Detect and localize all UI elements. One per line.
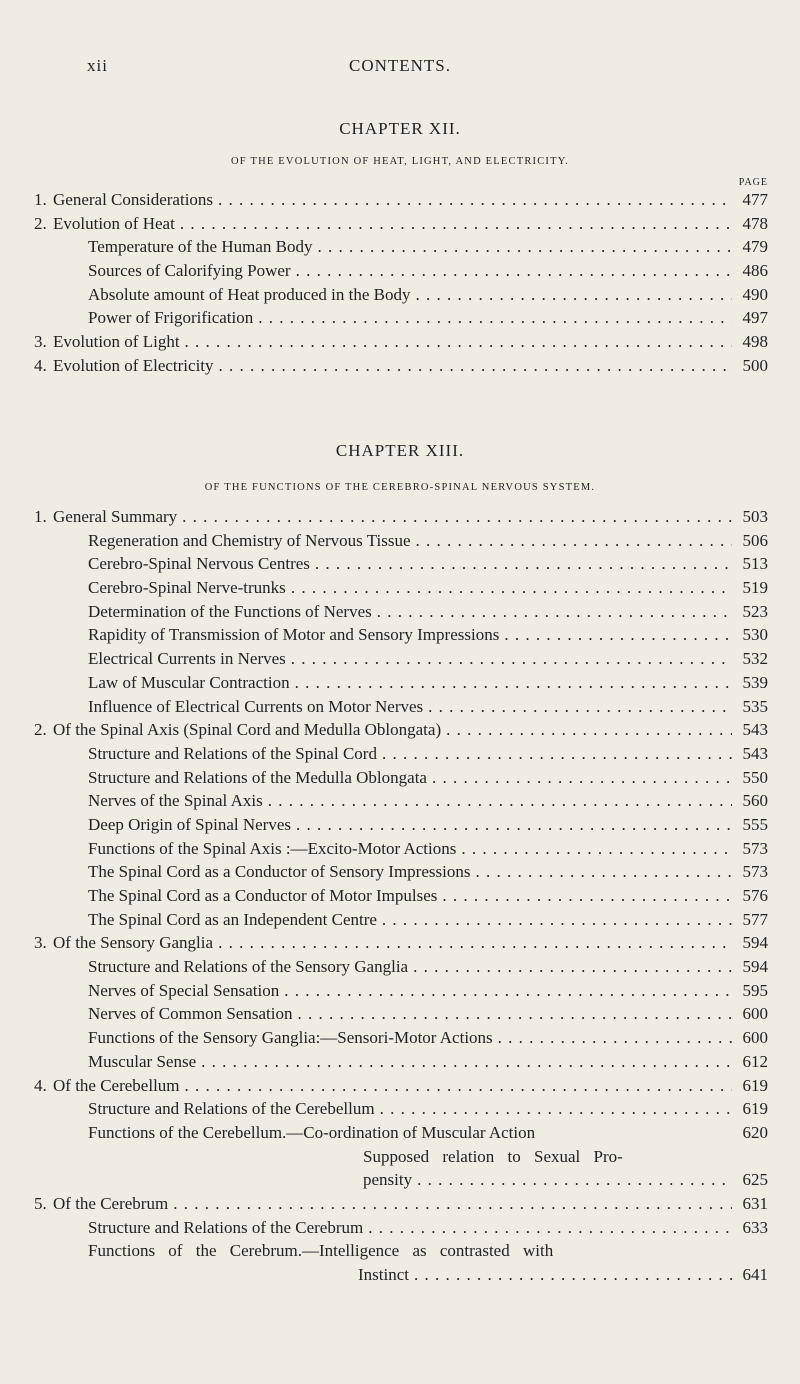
chapter-13-title: CHAPTER XIII. [335, 441, 465, 460]
entry-title: Muscular Sense [88, 1051, 197, 1071]
entry-title: Structure and Relations of the Medulla Oblongata [88, 767, 427, 787]
entry-page: 486 [742, 261, 768, 281]
toc-entry [0, 931, 800, 955]
entry-page: 497 [742, 308, 768, 328]
running-title: CONTENTS. [348, 56, 452, 75]
entry-title: Cerebro-Spinal Nervous Centres [88, 554, 310, 574]
entry-page: 600 [742, 1004, 768, 1024]
toc-entry-continuation [0, 1145, 800, 1169]
entry-page: 543 [742, 743, 768, 763]
toc-entry [0, 1192, 800, 1216]
entry-title: Nerves of the Spinal Axis [88, 791, 263, 811]
chapter-13-subtitle: OF THE FUNCTIONS OF THE CEREBRO-SPINAL NERVOUS SYSTEM. [204, 482, 596, 493]
chapter-13-toc [0, 505, 800, 1287]
toc-entry [0, 600, 800, 624]
toc-entry [0, 623, 800, 647]
entry-title: Deep Origin of Spinal Nerves [88, 814, 292, 834]
entry-title: Of the Cerebrum [53, 1193, 169, 1213]
entry-page: 641 [742, 1265, 768, 1284]
toc-entry [0, 766, 800, 790]
entry-page: 594 [742, 957, 768, 977]
entry-title: Functions of the Cerebellum.—Co-ordination of Muscular Action [88, 1122, 536, 1142]
entry-page: 573 [742, 838, 768, 858]
entry-title: Structure and Relations of the Spinal Cord [88, 743, 377, 763]
entry-number: 1. [34, 190, 47, 209]
entry-title: Structure and Relations of the Cerebellum [88, 1099, 375, 1119]
entry-page: 503 [742, 507, 768, 526]
entry-number: 4. [34, 1075, 47, 1095]
toc-entry [0, 742, 800, 766]
entry-title: Functions of the Spinal Axis :—Excito-Motor Actions [88, 838, 457, 858]
chapter-12-title: CHAPTER XII. [339, 119, 461, 138]
entry-title: The Spinal Cord as an Independent Centre [88, 909, 377, 929]
toc-entry [0, 1002, 800, 1026]
entry-page: 619 [742, 1099, 768, 1119]
page-number: xii [87, 56, 108, 75]
toc-entry [0, 837, 800, 861]
entry-number: 3. [34, 332, 47, 352]
toc-entry [0, 259, 800, 283]
entry-title: Rapidity of Transmission of Motor and Sensory Impressions [88, 625, 500, 645]
entry-title: Influence of Electrical Currents on Motor Nerves [88, 696, 424, 716]
toc-entry [0, 979, 800, 1003]
entry-page: 573 [742, 862, 768, 882]
entry-title: Cerebro-Spinal Nerve-trunks [88, 578, 286, 598]
chapter-12-subtitle: OF THE EVOLUTION OF HEAT, LIGHT, AND ELECTRICITY. [231, 156, 569, 167]
entry-title: Evolution of Light [53, 332, 180, 352]
entry-title: Evolution of Heat [53, 213, 175, 233]
toc-entry [0, 505, 800, 529]
entry-title: Of the Cerebellum [53, 1075, 180, 1095]
entry-number: 1. [34, 507, 47, 526]
entry-title: Temperature of the Human Body [88, 237, 313, 257]
chapter-12-toc [0, 188, 800, 378]
page-column-label: PAGE [738, 177, 768, 188]
entry-title: The Spinal Cord as a Conductor of Motor Impulses [88, 886, 438, 905]
entry-page: 631 [742, 1193, 768, 1213]
entry-page: 530 [742, 625, 768, 645]
toc-entry [0, 552, 800, 576]
entry-title: pensity [363, 1170, 413, 1190]
entry-page: 625 [742, 1170, 768, 1190]
toc-entry [0, 212, 800, 236]
toc-entry [0, 283, 800, 307]
entry-page: 633 [742, 1217, 768, 1237]
entry-title: The Spinal Cord as a Conductor of Sensory Impressions [88, 862, 471, 882]
toc-entry [0, 1121, 800, 1145]
entry-page: 560 [742, 791, 768, 811]
entry-title: General Considerations [53, 190, 214, 209]
entry-title: Determination of the Functions of Nerves [88, 601, 372, 621]
toc-entry [0, 188, 800, 212]
entry-title: Nerves of Common Sensation [88, 1004, 293, 1024]
toc-entry [0, 1074, 800, 1098]
entry-page: 594 [742, 933, 768, 953]
toc-entry-continuation [0, 1239, 800, 1263]
entry-page: 543 [742, 720, 768, 740]
entry-number: 5. [34, 1193, 47, 1213]
entry-title: Absolute amount of Heat produced in the Body [88, 284, 411, 304]
entry-number: 4. [34, 355, 47, 375]
entry-title: Structure and Relations of the Cerebrum [88, 1217, 364, 1237]
entry-title: Sources of Calorifying Power [88, 261, 291, 281]
entry-title: Structure and Relations of the Sensory Ganglia [88, 957, 409, 977]
entry-title: Nerves of Special Sensation [88, 980, 280, 1000]
entry-page: 577 [742, 909, 768, 929]
toc-entry [0, 955, 800, 979]
toc-entry [0, 884, 800, 908]
toc-entry [0, 235, 800, 259]
toc-entry [0, 671, 800, 695]
entry-title: Electrical Currents in Nerves [88, 649, 286, 669]
toc-entry [0, 1168, 800, 1192]
entry-page: 600 [742, 1028, 768, 1048]
entry-page: 576 [742, 886, 768, 905]
entry-page: 523 [742, 601, 768, 621]
entry-page: 550 [742, 767, 768, 787]
entry-page: 532 [742, 649, 768, 669]
entry-title: Functions of the Sensory Ganglia:—Sensori-Motor Actions [88, 1028, 493, 1048]
entry-page: 595 [742, 980, 768, 1000]
entry-title: Regeneration and Chemistry of Nervous Tissue [88, 530, 411, 550]
entry-page: 498 [742, 332, 768, 352]
toc-entry [0, 1216, 800, 1240]
toc-entry [0, 354, 800, 378]
entry-title: Law of Muscular Contraction [88, 672, 290, 692]
entry-number: 2. [34, 720, 47, 740]
toc-entry [0, 330, 800, 354]
entry-title: Evolution of Electricity [53, 355, 214, 375]
entry-page: 500 [742, 355, 768, 375]
entry-page: 479 [742, 237, 768, 257]
entry-title: General Summary [53, 507, 178, 526]
toc-entry [0, 1097, 800, 1121]
entry-page: 490 [742, 284, 768, 304]
entry-page: 539 [742, 672, 768, 692]
entry-number: 2. [34, 213, 47, 233]
toc-entry [0, 529, 800, 553]
entry-page: 506 [742, 530, 768, 550]
entry-page: 513 [742, 554, 768, 574]
entry-page: 478 [742, 213, 768, 233]
entry-number: 3. [34, 933, 47, 953]
toc-entry [0, 813, 800, 837]
entry-page: 519 [742, 578, 768, 598]
toc-entry [0, 718, 800, 742]
entry-title: Instinct [358, 1265, 409, 1284]
entry-page: 477 [742, 190, 768, 209]
entry-page: 535 [742, 696, 768, 716]
toc-entry [0, 647, 800, 671]
entry-title: Of the Spinal Axis (Spinal Cord and Medulla Oblongata) [53, 720, 442, 740]
entry-title: Power of Frigorification [88, 308, 254, 328]
toc-entry [0, 695, 800, 719]
toc-entry [0, 1050, 800, 1074]
entry-title: Of the Sensory Ganglia [53, 933, 214, 953]
entry-page: 612 [742, 1051, 768, 1071]
entry-title: Supposed relation to Sexual Pro- [363, 1146, 623, 1166]
entry-page: 619 [742, 1075, 768, 1095]
entry-page: 555 [742, 814, 768, 834]
toc-entry [0, 576, 800, 600]
toc-entry [0, 1263, 800, 1287]
toc-entry [0, 1026, 800, 1050]
toc-entry [0, 789, 800, 813]
toc-entry [0, 306, 800, 330]
toc-entry [0, 860, 800, 884]
entry-page: 620 [742, 1122, 768, 1142]
toc-entry [0, 908, 800, 932]
entry-title: Functions of the Cerebrum.—Intelligence as contrasted with [88, 1241, 554, 1261]
